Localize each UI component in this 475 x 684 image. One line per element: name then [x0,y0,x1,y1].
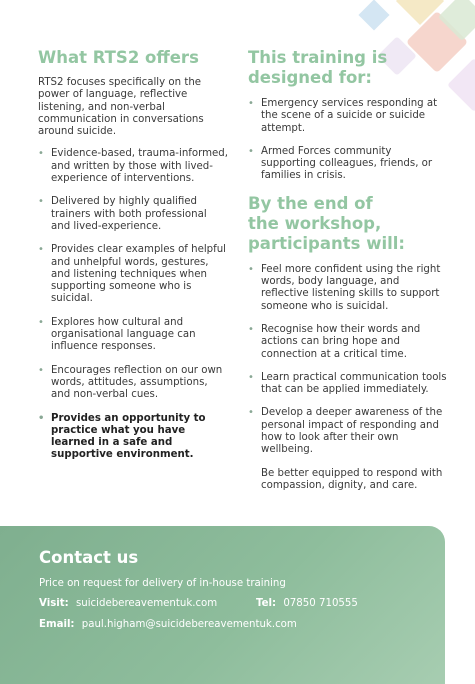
contact-tel-row [256,598,358,610]
audience-list [248,98,448,183]
outcomes-item: • Learn practical communication tools that can be applied immediately. [248,372,448,397]
contact-panel [0,526,445,684]
outcomes-heading [248,194,448,254]
outcomes-item: • Develop a deeper awareness of the personal impact of responding and how to look after their own wellbeing. [248,407,448,456]
outcomes-heading-line: the workshop, [248,213,382,233]
phone-link[interactable]: 07850 710555 [283,598,358,609]
price-note: Price on request for delivery of in-house training [39,578,286,589]
visit-label: Visit: [39,598,69,609]
audience-heading [248,48,448,88]
email-link[interactable]: paul.higham@suicidebereavementuk.com [81,619,297,630]
outcomes-closing: Be better equipped to respond with compassion, dignity, and care. [261,467,443,491]
contact-visit-row [39,598,217,610]
offers-intro: RTS2 focuses specifically on the power of language, reflective listening, and non-verbal communication in conversations around suicide. [38,77,204,138]
website-link[interactable]: suicidebereavementuk.com [75,598,218,609]
offers-item-highlight: • Provides an opportunity to practice what you have learned in a safe and supportive environment. [38,413,228,462]
audience-item: • Armed Forces community supporting colleagues, friends, or families in crisis. [248,146,448,183]
outcomes-heading-line: participants will: [248,233,406,253]
offers-item: • Encourages reflection on our own words, attitudes, assumptions, and non-verbal cues. [38,365,228,402]
outcomes-item: • Feel more confident using the right words, body language, and reflective listening skills to support someone who is suicidal. [248,264,448,313]
offers-item: • Delivered by highly qualified trainers with both professional and lived-experience. [38,196,228,233]
offers-list [38,148,228,461]
audience-heading-line: This training is [248,48,388,67]
email-label: Email: [39,619,75,630]
offers-column [38,48,228,473]
offers-heading: What RTS2 offers [38,48,199,67]
offers-item: • Provides clear examples of helpful and unhelpful words, gestures, and listening techniques when supporting someone who is suicidal. [38,244,228,305]
offers-item: • Evidence-based, trauma-informed, and written by those with lived-experience of interventions. [38,148,228,185]
tel-label: Tel: [256,598,277,609]
outcomes-heading-line: By the end of [248,193,373,213]
audience-heading-line: designed for: [248,68,373,87]
audience-column [248,48,448,492]
contact-heading: Contact us [39,548,139,567]
outcomes-item: • Recognise how their words and actions can bring hope and connection at a critical time. [248,324,448,361]
offers-item: • Explores how cultural and organisational language can influence responses. [38,317,228,354]
audience-item: • Emergency services responding at the scene of a suicide or suicide attempt. [248,98,448,135]
contact-email-row [39,619,297,631]
outcomes-list [248,264,448,457]
